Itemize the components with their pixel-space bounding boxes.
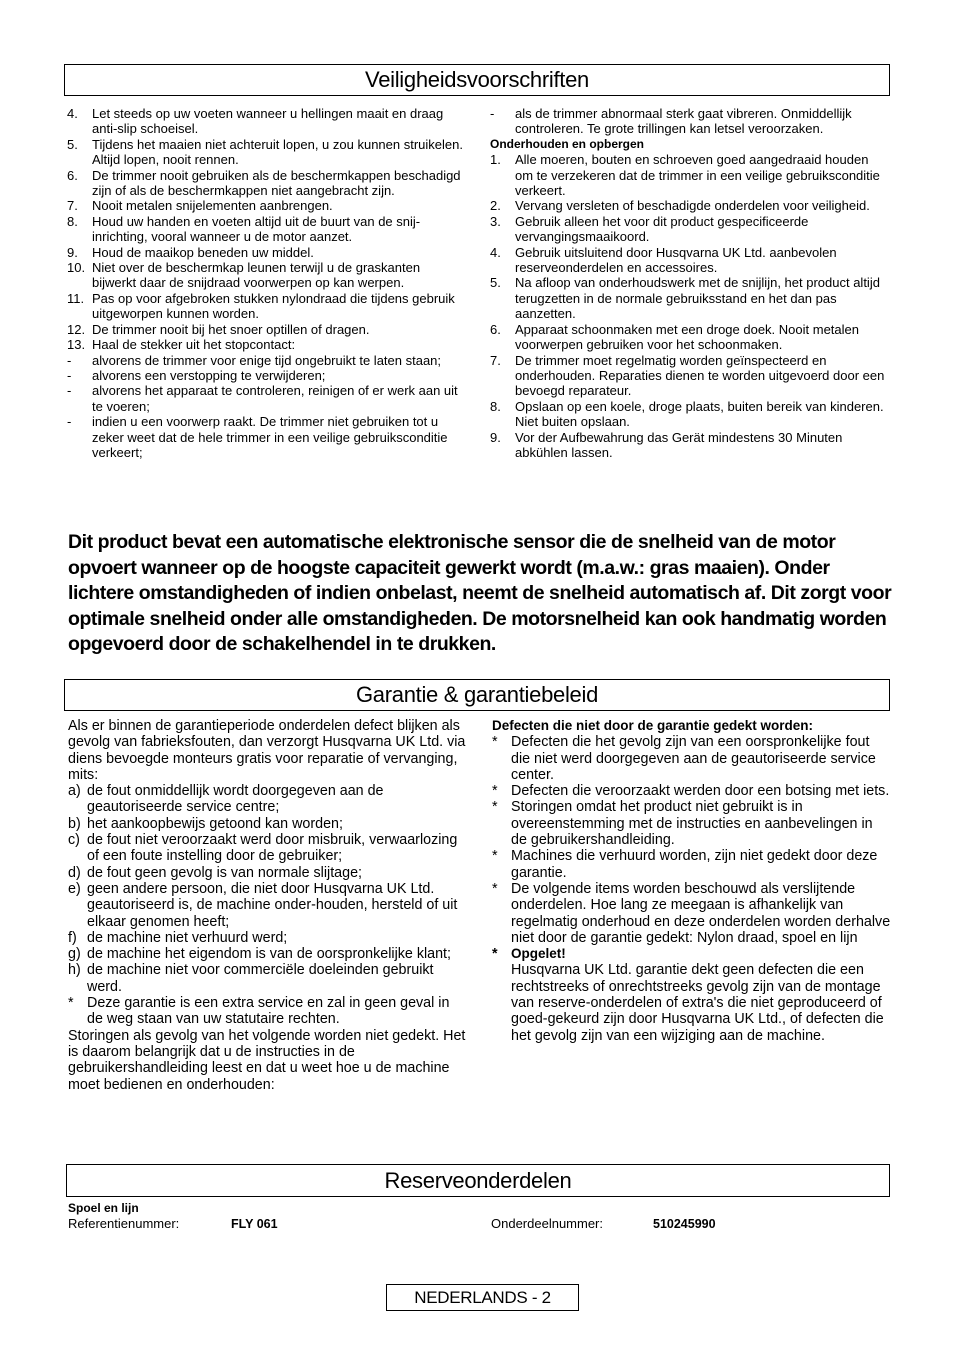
safety-list-item	[67, 245, 465, 260]
safety-list-item-marker: -	[490, 106, 495, 121]
safety-list-item-text: De trimmer nooit gebruiken als de beschermkappen beschadigd zijn of als de beschermkappen niet aangebracht zijn.	[92, 167, 461, 199]
warranty-condition	[68, 832, 466, 865]
maintenance-list-item-text: Opslaan op een koele, droge plaats, buiten bereik van kinderen. Niet buiten opslaan.	[515, 398, 884, 430]
sensor-paragraph: Dit product bevat een automatische elektronische sensor die de snelheid van de motor opvoert wanneer op de hoogste capaciteit gewerkt wordt (m.a.w.: gras maaien). Onder lichtere omstandigheden of indien onbelast, neemt de snelheid automatisch af. Dit zorgt voor optimale snelheid onder alle omstandigheden. De motorsnelheid kan ook handmatig worden opgevoerd door de schakelhendel in te drukken.	[68, 531, 892, 655]
warranty-exclusion	[492, 848, 892, 881]
safety-list-item-text: Niet over de beschermkap leunen terwijl u de graskanten bijwerkt daar de snijdraad voorwerpen op kan werpen.	[92, 260, 421, 291]
warranty-heading-box	[64, 679, 890, 711]
safety-list-item-text: alvorens een verstopping te verwijderen;	[92, 367, 326, 383]
safety-heading: Veiligheidsvoorschriften	[365, 67, 589, 92]
safety-list-item-marker: 7.	[67, 198, 78, 214]
maintenance-list-item-marker: 3.	[490, 213, 501, 229]
warranty-condition-marker: a)	[68, 783, 81, 800]
warranty-right-column	[492, 718, 892, 1044]
page-footer-label: NEDERLANDS - 2	[414, 1288, 551, 1307]
safety-list-item-text: alvorens het apparaat te controleren, reinigen of er werk aan uit te voeren;	[92, 383, 458, 414]
maintenance-list-item	[490, 214, 890, 245]
maintenance-list-item-text: Gebruik uitsluitend door Husqvarna UK Ltd. aanbevolen reserveonderdelen en accessoires.	[515, 244, 837, 276]
warranty-condition-text: de machine het eigendom is van de oorspronkelijke klant;	[87, 946, 451, 963]
safety-heading-box	[64, 64, 890, 96]
part-number-value: 510245990	[653, 1217, 716, 1231]
safety-list-item	[490, 106, 890, 137]
safety-list-item-text: Pas op voor afgebroken stukken nylondraad die tijdens gebruik uitgeworpen kunnen worden.	[92, 290, 455, 322]
warranty-condition-marker: h)	[68, 962, 81, 979]
warranty-left-column	[68, 718, 466, 1093]
maintenance-list-item-text: Vervang versleten of beschadigde onderdelen voor veiligheid.	[515, 198, 870, 214]
parts-item-title: Spoel en lijn	[68, 1201, 139, 1215]
safety-list-item-text: Houd de maaikop beneden uw middel.	[92, 244, 314, 260]
warranty-exclusion	[492, 783, 892, 799]
warranty-condition-marker: d)	[68, 864, 81, 881]
note-marker: *	[492, 946, 498, 963]
maintenance-list-item-marker: 1.	[490, 152, 501, 168]
safety-list-item-text: indien u een voorwerp raakt. De trimmer niet gebruiken tot u zeker weet dat de hele trimmer in een veilige gebruiksconditie verkeert;	[92, 414, 448, 460]
safety-list-item-text: alvorens de trimmer voor enige tijd ongebruikt te laten staan;	[92, 352, 442, 368]
safety-left-column	[67, 106, 465, 460]
safety-list-item-marker: 5.	[67, 136, 78, 152]
safety-list-item-marker: 6.	[67, 167, 78, 183]
warranty-exclusion	[492, 734, 892, 783]
warranty-condition	[68, 783, 466, 816]
note-title: Opgelet!	[511, 946, 566, 962]
safety-list-item	[67, 383, 465, 414]
maintenance-list-item	[490, 275, 890, 321]
exclusions-heading: Defecten die niet door de garantie gedekt worden:	[492, 718, 814, 733]
warranty-condition-marker: *	[68, 995, 74, 1012]
maintenance-list-item	[490, 353, 890, 399]
safety-list-item-text: Let steeds op uw voeten wanneer u hellingen maait en draag anti-slip schoeisel.	[92, 106, 444, 137]
safety-list-item-text: Houd uw handen en voeten altijd uit de buurt van de snij-inrichting, vooral wanneer u de motor aanzet.	[92, 213, 421, 245]
maintenance-list-item-marker: 8.	[490, 398, 501, 414]
warranty-intro: Als er binnen de garantieperiode onderdelen defect blijken als gevolg van fabrieksfouten, dan verzorgt Husqvarna UK Ltd. via diens bevoegde monteurs gratis voor reparatie of vervanging, mits:	[68, 718, 466, 783]
warranty-condition	[68, 962, 466, 995]
safety-list-item-marker: -	[67, 367, 72, 383]
warranty-exclusion-text: De volgende items worden beschouwd als verslijtende onderdelen. Hoe lang ze meegaan is afhankelijk van regelmatig onderhoud en deze onderdelen worden derhalve niet door de garantie gedekt: Nylon draad, spoel en lijn	[511, 880, 891, 946]
safety-list-item-marker: 13.	[67, 337, 86, 353]
maintenance-list-item-marker: 9.	[490, 429, 501, 445]
safety-list-item	[67, 137, 465, 168]
maintenance-list-item	[490, 245, 890, 276]
warranty-condition-marker: c)	[68, 832, 80, 849]
safety-list-item-text: Nooit metalen snijelementen aanbrengen.	[92, 198, 333, 214]
maintenance-list-item-text: De trimmer moet regelmatig worden geïnspecteerd en onderhouden. Reparaties dienen te worden uitgevoerd door een bevoegd reparateur.	[515, 352, 885, 399]
maintenance-list-item-marker: 6.	[490, 321, 501, 337]
safety-list-item-text: Haal de stekker uit het stopcontact:	[92, 337, 296, 353]
warranty-condition-text: het aankoopbewijs getoond kan worden;	[87, 815, 343, 832]
warranty-condition-text: geen andere persoon, die niet door Husqvarna UK Ltd. geautoriseerd is, de machine onder-houden, hersteld of uit elkaar genomen heeft;	[87, 880, 458, 930]
maintenance-list-item	[490, 430, 890, 461]
parts-heading-box	[66, 1164, 890, 1197]
warranty-condition	[68, 930, 466, 946]
warranty-exclusion-marker: *	[492, 880, 498, 897]
warranty-condition-text: de fout niet veroorzaakt werd door misbruik, verwaarlozing of een foute instelling door de gebruiker;	[87, 832, 458, 865]
safety-list-item	[67, 260, 465, 291]
warranty-exclusion-text: Defecten die het gevolg zijn van een oorspronkelijke fout die niet werd doorgegeven aan de geautoriseerde service center.	[511, 734, 876, 783]
maintenance-list-item-text: Vor der Aufbewahrung das Gerät mindestens 30 Minuten abkühlen lassen.	[515, 429, 843, 460]
part-number-label: Onderdeelnummer:	[491, 1216, 603, 1231]
warranty-condition	[68, 995, 466, 1028]
warranty-condition-text: Deze garantie is een extra service en zal in geen geval in de weg staan van uw statutaire rechten.	[87, 995, 450, 1028]
safety-list-item-marker: 10.	[67, 260, 86, 276]
warranty-exclusion-marker: *	[492, 783, 498, 800]
warranty-condition	[68, 865, 466, 881]
safety-list-item-marker: -	[67, 414, 72, 430]
warranty-condition-text: de fout geen gevolg is van normale slijtage;	[87, 864, 362, 881]
maintenance-list-item-text: Apparaat schoonmaken met een droge doek. Nooit metalen voorwerpen gebruiken voor het schoonmaken.	[515, 321, 859, 353]
safety-list-item-marker: 11.	[67, 290, 85, 306]
warranty-condition	[68, 881, 466, 930]
parts-heading: Reserveonderdelen	[384, 1168, 572, 1193]
safety-list-item-marker: 4.	[67, 106, 78, 121]
warranty-note	[492, 946, 892, 1044]
warranty-condition-text: de machine niet voor commerciële doeleinden gebruikt werd.	[87, 962, 434, 995]
warranty-exclusion-marker: *	[492, 734, 498, 751]
warranty-condition-marker: g)	[68, 946, 81, 963]
maintenance-list-item	[490, 152, 890, 198]
warranty-heading: Garantie & garantiebeleid	[356, 682, 598, 707]
warranty-condition-text: de fout onmiddellijk wordt doorgegeven aan de geautoriseerde service centre;	[87, 783, 384, 816]
page-footer-box	[386, 1284, 579, 1311]
safety-list-item	[67, 337, 465, 352]
maintenance-list-item-marker: 5.	[490, 275, 501, 291]
warranty-condition	[68, 946, 466, 962]
safety-list-item-marker: -	[67, 352, 72, 368]
warranty-closing: Storingen als gevolg van het volgende worden niet gedekt. Het is daarom belangrijk dat u de instructies in de gebruikershandleiding leest en dat u weet hoe u de machine moet bedienen en onderhouden:	[68, 1027, 466, 1093]
warranty-exclusion	[492, 881, 892, 946]
safety-list-item	[67, 322, 465, 337]
maintenance-list-item-marker: 4.	[490, 244, 501, 260]
warranty-exclusion-text: Storingen omdat het product niet gebruikt is in overeenstemming met de instructies en aanbevelingen in de gebruikershandleiding.	[511, 799, 873, 849]
maintenance-list-item-marker: 7.	[490, 352, 501, 368]
safety-list-item-marker: 8.	[67, 213, 78, 229]
maintenance-heading: Onderhouden en opbergen	[490, 136, 645, 151]
reference-value: FLY 061	[231, 1217, 278, 1231]
safety-list-item	[67, 198, 465, 213]
safety-list-item	[67, 353, 465, 368]
safety-list-item	[67, 168, 465, 199]
warranty-exclusion	[492, 799, 892, 848]
maintenance-list-item	[490, 322, 890, 353]
maintenance-list-item-marker: 2.	[490, 198, 501, 214]
maintenance-list-item-text: Alle moeren, bouten en schroeven goed aangedraaid houden om te verzekeren dat de trimmer in een veilige gebruiksconditie verkeert.	[515, 152, 880, 199]
safety-list-item	[67, 291, 465, 322]
maintenance-list-item	[490, 198, 890, 213]
warranty-condition-marker: e)	[68, 880, 81, 897]
warranty-condition-marker: b)	[68, 815, 81, 832]
safety-list-item	[67, 214, 465, 245]
safety-list-item-text: De trimmer nooit bij het snoer optillen of dragen.	[92, 321, 370, 337]
warranty-exclusion-marker: *	[492, 799, 498, 816]
safety-list-item	[67, 368, 465, 383]
safety-list-item	[67, 414, 465, 460]
warranty-exclusion-marker: *	[492, 848, 498, 865]
safety-list-item-text: als de trimmer abnormaal sterk gaat vibreren. Onmiddellijk controleren. Te grote trillingen kan letsel veroorzaken.	[515, 106, 852, 137]
warranty-exclusion-text: Defecten die veroorzaakt werden door een botsing met iets.	[511, 783, 890, 800]
safety-list-item-marker: -	[67, 383, 72, 399]
note-text: Husqvarna UK Ltd. garantie dekt geen defecten die een rechtstreeks of onrechtstreeks gevolg zijn van de montage van reserve-onderdelen of extra's die niet geproduceerd of goed-gekeurd zijn door Husqvarna UK Ltd., of defecten die het gevolg zijn van een wijziging aan de machine.	[511, 962, 884, 1044]
reference-label: Referentienummer:	[68, 1216, 180, 1231]
safety-list-item-marker: 9.	[67, 244, 78, 260]
safety-list-item	[67, 106, 465, 137]
warranty-exclusion-text: Machines die verhuurd worden, zijn niet gedekt door deze garantie.	[511, 848, 878, 881]
safety-list-item-marker: 12.	[67, 321, 86, 337]
maintenance-list-item-text: Gebruik alleen het voor dit product gespecificeerde vervangingsmaaikoord.	[515, 213, 809, 245]
warranty-condition-text: de machine niet verhuurd werd;	[87, 929, 288, 946]
warranty-condition-marker: f)	[68, 929, 77, 946]
safety-list-item-text: Tijdens het maaien niet achteruit lopen, u zou kunnen struikelen. Altijd lopen, nooit rennen.	[92, 136, 463, 168]
safety-right-column	[490, 106, 890, 460]
warranty-condition	[68, 816, 466, 832]
maintenance-list-item-text: Na afloop van onderhoudswerk met de snijlijn, het product altijd terugzetten in de normale gebruiksstand en het dan pas aanzetten.	[515, 275, 880, 322]
maintenance-list-item	[490, 399, 890, 430]
